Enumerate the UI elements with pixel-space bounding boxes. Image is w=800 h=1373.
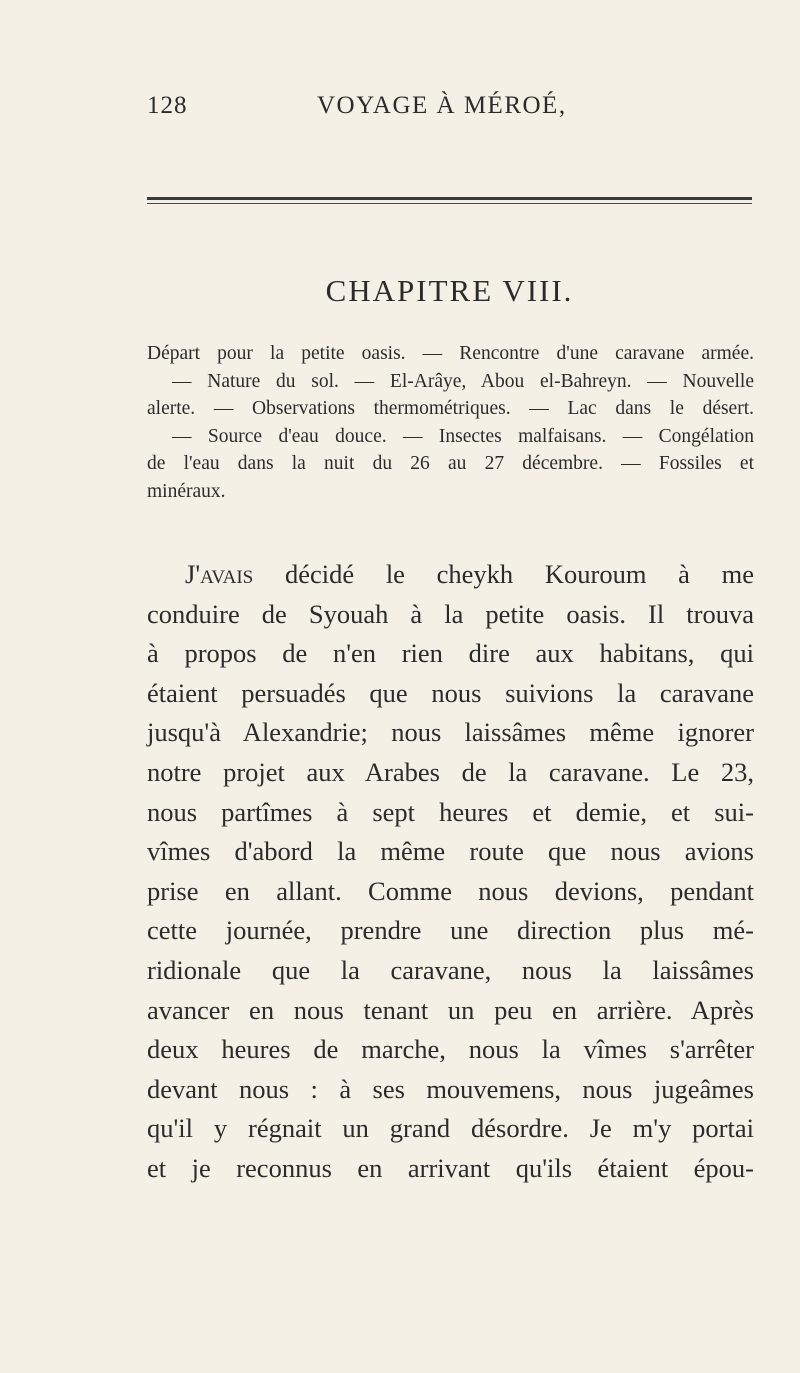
body-line: conduire de Syouah à la petite oasis. Il trouva <box>147 598 754 629</box>
summary-line: Départ pour la petite oasis. — Rencontre d'une caravane armée. <box>147 343 754 364</box>
summary-line: alerte. — Observations thermométriques. — Lac dans le désert. <box>147 398 754 419</box>
summary-line: — Nature du sol. — El-Arâye, Abou el-Bahreyn. — Nouvelle <box>172 370 754 392</box>
running-head <box>147 92 752 132</box>
body-line: étaient persuadés que nous suivions la caravane <box>147 677 754 708</box>
summary-line: — Source d'eau douce. — Insectes malfaisans. — Congélation <box>172 425 754 447</box>
body-line: devant nous : à ses mouvemens, nous jugeâmes <box>147 1073 754 1104</box>
body-line: et je reconnus en arrivant qu'ils étaient épou- <box>147 1152 754 1183</box>
body-line: à propos de n'en rien dire aux habitans, qui <box>147 638 754 669</box>
body-line: vîmes d'abord la même route que nous avions <box>147 836 754 867</box>
body-line: nous partîmes à sept heures et demie, et sui- <box>147 796 754 827</box>
body-line: prise en allant. Comme nous devions, pendant <box>147 875 754 906</box>
page-number: 128 <box>147 92 188 119</box>
body-line: deux heures de marche, nous la vîmes s'arrêter <box>147 1034 754 1065</box>
opening-word: J'avais <box>185 559 254 589</box>
summary-line: minéraux. <box>147 480 226 502</box>
chapter-title: CHAPITRE VIII. <box>325 273 574 308</box>
body-line: jusqu'à Alexandrie; nous laissâmes même ignorer <box>147 717 754 748</box>
header-rule-thin <box>147 203 752 204</box>
first-line-rest: décidé le cheykh Kouroum à me <box>284 559 755 589</box>
body-line-first <box>147 555 754 595</box>
summary-line: de l'eau dans la nuit du 26 au 27 décembre. — Fossiles et <box>147 453 754 474</box>
body-line: ridionale que la caravane, nous la laissâmes <box>147 954 754 985</box>
body-line: qu'il y régnait un grand désordre. Je m'y portai <box>147 1113 754 1144</box>
body-text <box>147 555 754 1189</box>
body-line: notre projet aux Arabes de la caravane. Le 23, <box>147 756 754 787</box>
body-line: cette journée, prendre une direction plus mé- <box>147 915 754 946</box>
header-rule-thick <box>147 197 752 200</box>
body-line: avancer en nous tenant un peu en arrière. Après <box>147 994 754 1025</box>
running-title: VOYAGE À MÉROÉ, <box>317 92 567 119</box>
chapter-summary <box>147 340 754 505</box>
